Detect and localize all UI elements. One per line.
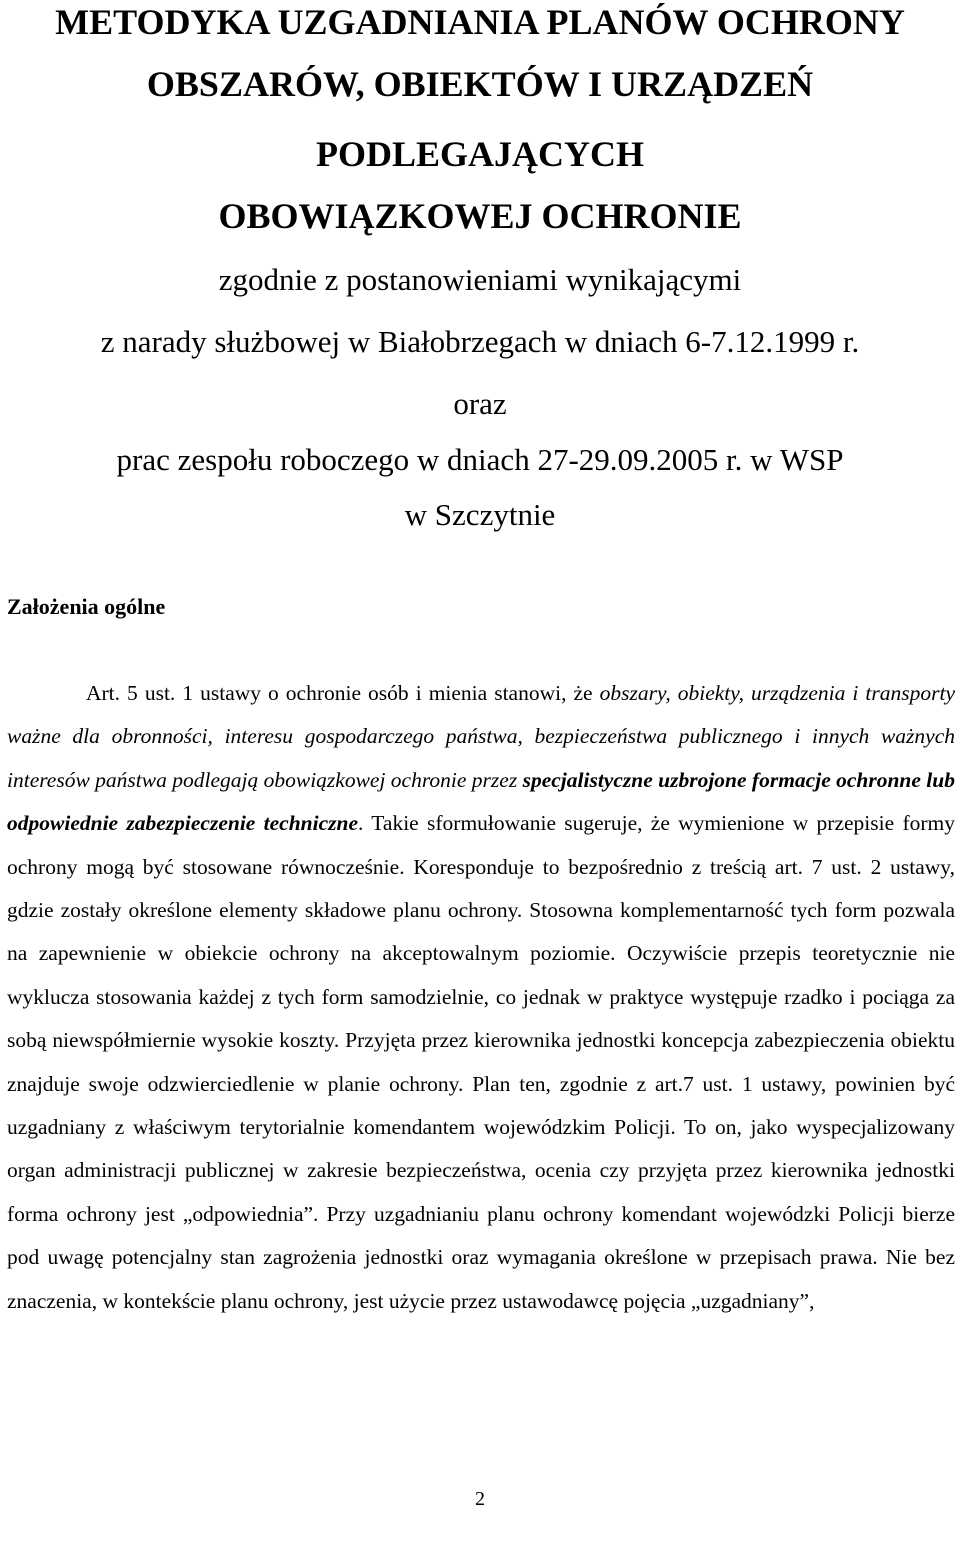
body-paragraph (7, 672, 955, 1323)
paragraph-text-rest: . Takie sformułowanie sugeruje, że wymienione w przepisie formy ochrony mogą być stosowane równocześnie. Koresponduje to bezpośrednio z treścią art. 7 ust. 2 ustawy, gdzie zostały określone elementy składowe planu ochrony. Stosowna komplementarność tych form pozwala na zapewnienie w obiekcie ochrony na akceptowalnym poziomie. Oczywiście przepis teoretycznie nie wyklucza stosowania każdej z tych form samodzielnie, co jednak w praktyce występuje rzadko i pociąga za sobą niewspółmiernie wysokie koszty. Przyjęta przez kierownika jednostki koncepcja zabezpieczenia obiektu znajduje swoje odzwierciedlenie w planie ochrony. Plan ten, zgodnie z art.7 ust. 1 ustawy, powinien być uzgadniany z właściwym terytorialnie komendantem wojewódzkim Policji. To on, jako wyspecjalizowany organ administracji publicznej w zakresie bezpieczeństwa, ocenia czy przyjęta przez kierownika jednostki forma ochrony jest „odpowiednia”. Przy uzgadnianiu planu ochrony komendant wojewódzki Policji bierze pod uwagę potencjalny stan zagrożenia jednostki oraz wymagania określone w przepisach prawa. Nie bez znaczenia, w kontekście planu ochrony, jest użycie przez ustawodawcę pojęcia „uzgadniany”, (7, 811, 955, 1313)
page-number: 2 (475, 1488, 485, 1510)
title-line-2: OBSZARÓW, OBIEKTÓW I URZĄDZEŃ (146, 64, 814, 104)
subtitle-line-4: prac zespołu roboczego w dniach 27-29.09.2005 r. w WSP (116, 442, 844, 477)
subtitle-line-5: w Szczytnie (404, 497, 556, 532)
paragraph-text-bold-italic: specjalistyczne uzbrojone formacje ochronne lub odpowiednie zabezpieczenie techniczne (7, 767, 955, 836)
paragraph-text-intro: Art. 5 ust. 1 ustawy o ochronie osób i mienia stanowi, że (86, 681, 600, 705)
paragraph-text-italic: obszary, obiekty, urządzenia i transporty ważne dla obronności, interesu gospodarczego państwa, bezpieczeństwa publicznego i innych ważnych interesów państwa podlegają obowiązkowej ochronie przez (7, 681, 955, 792)
subtitle-line-1: zgodnie z postanowieniami wynikającymi (218, 262, 742, 297)
title-line-1: METODYKA UZGADNIANIA PLANÓW OCHRONY (55, 2, 905, 42)
title-line-3: PODLEGAJĄCYCH (315, 134, 644, 174)
title-line-4: OBOWIĄZKOWEJ OCHRONIE (218, 196, 742, 236)
subtitle-line-3: oraz (453, 386, 507, 421)
section-heading: Założenia ogólne (7, 594, 166, 619)
subtitle-line-2: z narady służbowej w Białobrzegach w dniach 6-7.12.1999 r. (100, 324, 860, 359)
